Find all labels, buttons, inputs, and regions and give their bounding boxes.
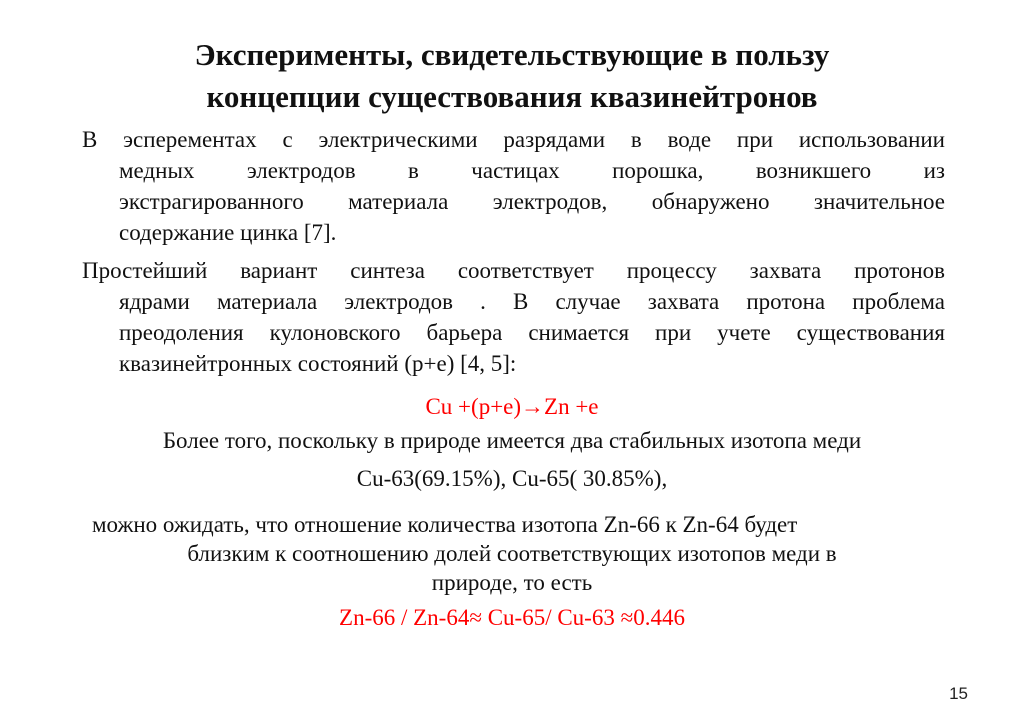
isotope-ratio-formula: Zn-66 / Zn-64≈ Cu-65/ Cu-63 ≈0.446: [339, 605, 685, 630]
paragraph-line: квазинейтронных состояний (p+e) [4, 5]:: [119, 351, 517, 376]
paragraph-line: В эсперементах с электрическими разрядами в воде при использовании: [82, 127, 945, 152]
page-number: 15: [949, 684, 968, 703]
slide-title-line: Эксперименты, свидетельствующие в пользу: [194, 37, 830, 72]
paragraph-line: экстрагированного материала электродов, обнаружено значительное: [119, 189, 945, 214]
paragraph-line: Простейший вариант синтеза соответствует процессу захвата протонов: [82, 258, 945, 283]
paragraph-line: преодоления кулоновского барьера снимается при учете существования: [119, 320, 945, 345]
expectation-line: можно ожидать, что отношение количества изотопа Zn-66 к Zn-64 будет: [92, 512, 798, 537]
paragraph-line: содержание цинка [7].: [119, 220, 337, 245]
isotope-sentence: Более того, поскольку в природе имеется два стабильных изотопа меди: [162, 428, 862, 453]
paragraph-synthesis: [82, 255, 945, 379]
expectation-line: природе, то есть: [431, 570, 593, 595]
paragraph-line: ядрами материала электродов . В случае захвата протона проблема: [119, 289, 945, 314]
reaction-formula: Cu +(p+e)→Zn +e: [425, 394, 599, 419]
expectation-line: близким к соотношению долей соответствующих изотопов меди в: [187, 541, 837, 566]
copper-isotopes: Cu-63(69.15%), Cu-65( 30.85%),: [356, 466, 668, 491]
slide-title: [70, 34, 954, 118]
paragraph-line: медных электродов в частицах порошка, возникшего из: [119, 158, 945, 183]
paragraph-experiments: [82, 124, 945, 248]
slide-title-line: концепции существования квазинейтронов: [206, 79, 818, 114]
